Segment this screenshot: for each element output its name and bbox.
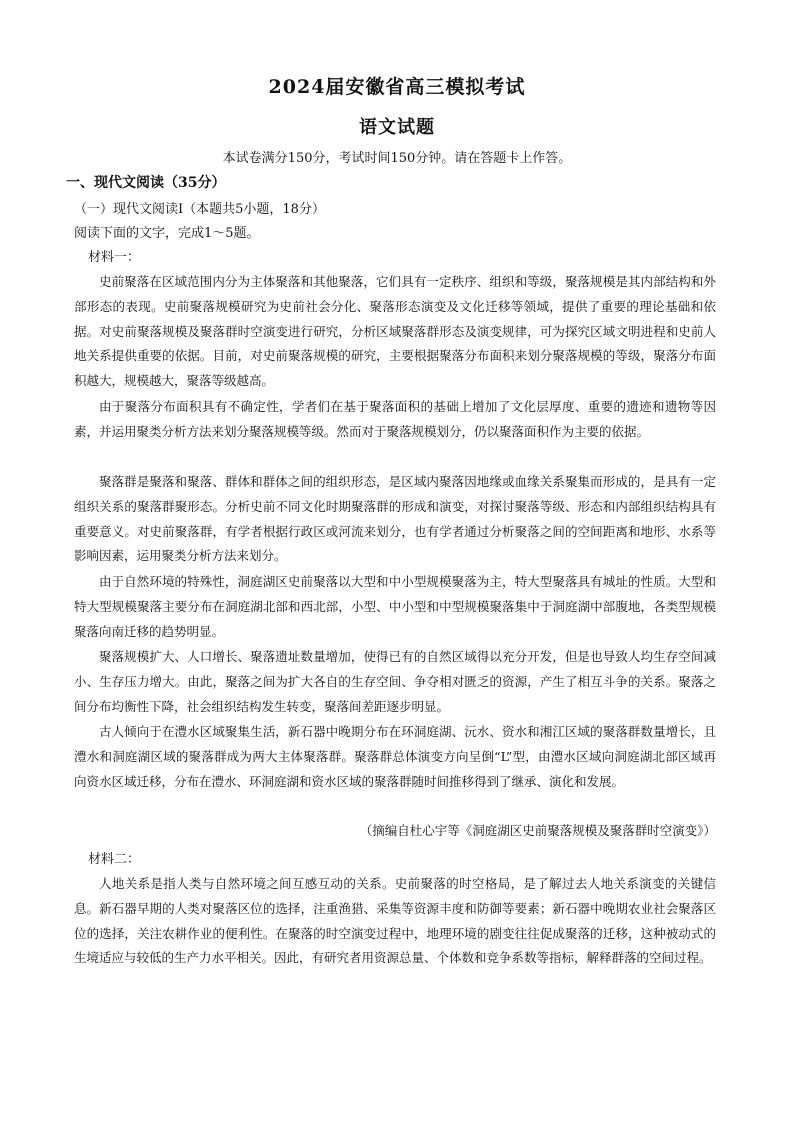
- section-heading: 一、现代文阅读（35分）: [66, 175, 226, 191]
- material-one-paragraph: 史前聚落在区域范围内分为主体聚落和其他聚落，它们具有一定秩序、组织和等级，聚落规模是其内部结构和外部形态的表现。史前聚落规模研究为史前社会分化、聚落形态演变及文化迁移等领域，提供了重要的理论基础和依据。对史前聚落规模及聚落群时空演变进行研究，分析区域聚落群形态及演变规律，可为探究区域文明进程和史前人地关系提供重要的依据。目前，对史前聚落规模的研究，主要根据聚落分布面积来划分聚落规模的等级，聚落分布面积越大，规模越大，聚落等级越高。: [74, 274, 716, 389]
- exam-notice: 本试卷满分150分，考试时间150分钟。请在答题卡上作答。: [222, 151, 572, 166]
- reading-instruction: 阅读下面的文字，完成1～5题。: [74, 226, 260, 241]
- material-one-label: 材料一：: [88, 250, 141, 265]
- material-two-label: 材料二：: [88, 852, 141, 867]
- exam-subtitle: 语文试题: [359, 117, 435, 138]
- exam-title: 2024届安徽省高三模拟考试: [268, 76, 526, 98]
- sub-heading: （一）现代文阅读Ⅰ（本题共5小题，18分）: [74, 202, 325, 217]
- material-one-paragraph: 聚落群是聚落和聚落、群体和群体之间的组织形态，是区域内聚落因地缘或血缘关系聚集而形成的，是具有一定组织关系的聚落群聚形态。分析史前不同文化时期聚落群的形成和演变，对探讨聚落等级、形态和内部组织结构具有重要意义。对史前聚落群，有学者根据行政区或河流来划分，也有学者通过分析聚落之间的空间距离和地形、水系等影响因素，运用聚类分析方法来划分。: [74, 474, 716, 564]
- material-one-paragraph: 聚落规模扩大、人口增长、聚落遗址数量增加，使得已有的自然区域得以充分开发，但是也导致人均生存空间减小、生存压力增大。由此，聚落之间为扩大各自的生存空间、争夺相对匮乏的资源，产生了相互斗争的关系。聚落之间分布均衡性下降，社会组织结构发生转变，聚落间差距逐步明显。: [74, 649, 716, 714]
- source-citation: （摘编自杜心宇等《洞庭湖区史前聚落规模及聚落群时空演变》）: [359, 823, 716, 838]
- material-one-paragraph: 由于自然环境的特殊性，洞庭湖区史前聚落以大型和中小型规模聚落为主，特大型聚落具有城址的性质。大型和特大型规模聚落主要分布在洞庭湖北部和西北部，小型、中小型和中型规模聚落集中于洞庭湖中部腹地，各类型规模聚落向南迁移的趋势明显。: [74, 574, 716, 639]
- material-two-paragraph: 人地关系是指人类与自然环境之间互感互动的关系。史前聚落的时空格局，是了解过去人地关系演变的关键信息。新石器早期的人类对聚落区位的选择，注重渔猎、采集等资源丰度和防御等要素；新石器中晚期农业社会聚落区位的选择，关注农耕作业的便利性。在聚落的时空演变过程中，地理环境的剧变往往促成聚落的迁移，这种被动式的生境适应与较低的生产力水平相关。因此，有研究者用资源总量、个体数和竞争系数等指标，解释群落的空间过程。: [74, 876, 716, 966]
- material-one-paragraph: 古人倾向于在澧水区域聚集生活，新石器中晚期分布在环洞庭湖、沅水、资水和湘江区域的聚落群数量增长，且澧水和洞庭湖区域的聚落群成为两大主体聚落群。聚落群总体演变方向呈倒“L”型，由澧水区域向洞庭湖北部区域再向资水区域迁移，分布在澧水、环洞庭湖和资水区域的聚落群随时间推移得到了继承、演化和发展。: [74, 724, 716, 789]
- material-one-paragraph: 由于聚落分布面积具有不确定性，学者们在基于聚落面积的基础上增加了文化层厚度、重要的遗迹和遗物等因素，并运用聚类分析方法来划分聚落规模等级。然而对于聚落规模划分，仍以聚落面积作为主要的依据。: [74, 399, 716, 439]
